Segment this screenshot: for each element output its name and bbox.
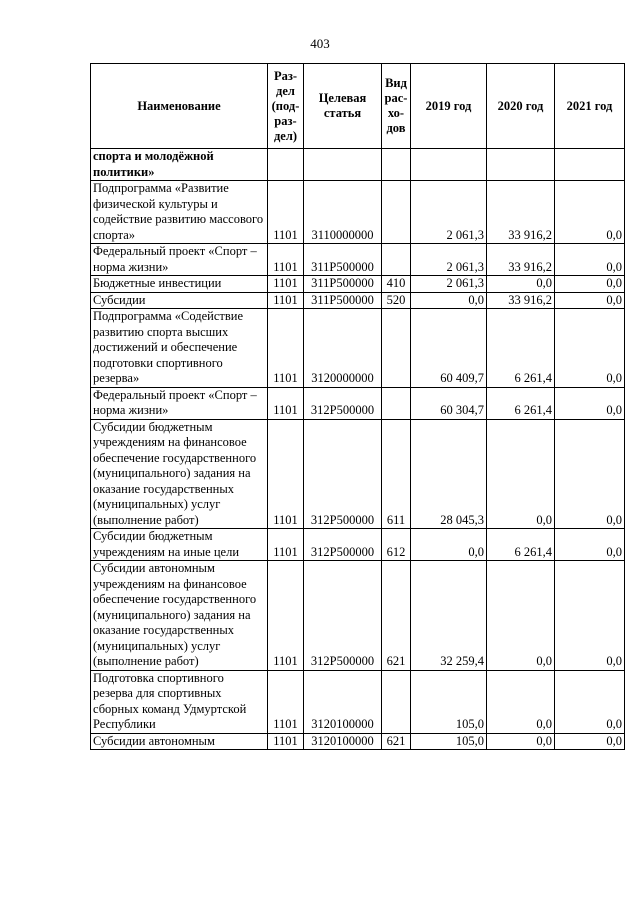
row-2019: 0,0	[411, 292, 487, 309]
row-target	[304, 149, 382, 181]
header-2019: 2019 год	[411, 64, 487, 149]
row-target: 311P500000	[304, 276, 382, 293]
row-name: спорта и молодёжной политики»	[91, 149, 268, 181]
row-section: 1101	[268, 419, 304, 529]
row-section: 1101	[268, 561, 304, 671]
row-target: 3120000000	[304, 309, 382, 388]
row-2019	[411, 149, 487, 181]
table-header-row	[91, 64, 625, 149]
row-section: 1101	[268, 529, 304, 561]
row-type	[382, 181, 411, 244]
row-type	[382, 387, 411, 419]
row-target: 3120100000	[304, 670, 382, 733]
row-type: 621	[382, 733, 411, 750]
row-target: 312P500000	[304, 561, 382, 671]
row-target: 3120100000	[304, 733, 382, 750]
row-type	[382, 670, 411, 733]
row-2021: 0,0	[555, 244, 625, 276]
header-target: Целевая статья	[304, 64, 382, 149]
row-target: 311P500000	[304, 292, 382, 309]
row-2020: 33 916,2	[487, 181, 555, 244]
row-section: 1101	[268, 387, 304, 419]
row-2020	[487, 149, 555, 181]
table-row	[91, 276, 625, 293]
row-2021: 0,0	[555, 670, 625, 733]
row-type: 612	[382, 529, 411, 561]
row-2020: 0,0	[487, 561, 555, 671]
row-name: Субсидии	[91, 292, 268, 309]
row-2021: 0,0	[555, 733, 625, 750]
row-name: Подготовка спортивного резерва для спортивных сборных команд Удмуртской Республики	[91, 670, 268, 733]
table-row	[91, 181, 625, 244]
row-2020: 0,0	[487, 733, 555, 750]
row-2019: 60 409,7	[411, 309, 487, 388]
row-2020: 6 261,4	[487, 387, 555, 419]
header-2020: 2020 год	[487, 64, 555, 149]
row-target: 311P500000	[304, 244, 382, 276]
table-row	[91, 292, 625, 309]
row-2021: 0,0	[555, 561, 625, 671]
row-2019: 60 304,7	[411, 387, 487, 419]
row-section: 1101	[268, 670, 304, 733]
table-row	[91, 733, 625, 750]
row-name: Подпрограмма «Содействие развитию спорта высших достижений и обеспечение подготовки спортивного резерва»	[91, 309, 268, 388]
table-row	[91, 419, 625, 529]
row-section: 1101	[268, 292, 304, 309]
table-row	[91, 529, 625, 561]
row-name: Федеральный проект «Спорт – норма жизни»	[91, 244, 268, 276]
row-section: 1101	[268, 733, 304, 750]
row-section	[268, 149, 304, 181]
budget-table	[90, 63, 625, 750]
row-2019: 105,0	[411, 733, 487, 750]
row-section: 1101	[268, 309, 304, 388]
row-2021	[555, 149, 625, 181]
row-section: 1101	[268, 181, 304, 244]
row-2019: 2 061,3	[411, 181, 487, 244]
row-2020: 33 916,2	[487, 244, 555, 276]
row-2019: 32 259,4	[411, 561, 487, 671]
row-name: Субсидии автономным учреждениям на финансовое обеспечение государственного (муниципального) задания на оказание государственных (муниципальных) услуг (выполнение работ)	[91, 561, 268, 671]
row-2020: 6 261,4	[487, 309, 555, 388]
row-2020: 0,0	[487, 276, 555, 293]
row-2021: 0,0	[555, 276, 625, 293]
header-type: Вид рас- хо- дов	[382, 64, 411, 149]
row-name: Федеральный проект «Спорт – норма жизни»	[91, 387, 268, 419]
table-row	[91, 309, 625, 388]
row-type	[382, 149, 411, 181]
row-target: 312P500000	[304, 387, 382, 419]
row-2021: 0,0	[555, 292, 625, 309]
header-section: Раз- дел (под- раз- дел)	[268, 64, 304, 149]
row-2020: 6 261,4	[487, 529, 555, 561]
row-2021: 0,0	[555, 529, 625, 561]
row-target: 312P500000	[304, 419, 382, 529]
row-2020: 33 916,2	[487, 292, 555, 309]
row-2021: 0,0	[555, 309, 625, 388]
row-name: Субсидии автономным	[91, 733, 268, 750]
row-name: Бюджетные инвестиции	[91, 276, 268, 293]
page-number: 403	[310, 36, 330, 51]
row-type: 621	[382, 561, 411, 671]
row-target: 312P500000	[304, 529, 382, 561]
table-row	[91, 149, 625, 181]
row-2019: 2 061,3	[411, 276, 487, 293]
header-name: Наименование	[91, 64, 268, 149]
row-target: 3110000000	[304, 181, 382, 244]
row-2019: 105,0	[411, 670, 487, 733]
table-row	[91, 387, 625, 419]
row-type	[382, 244, 411, 276]
row-2020: 0,0	[487, 670, 555, 733]
row-name: Субсидии бюджетным учреждениям на финансовое обеспечение государственного (муниципального) задания на оказание государственных (муниципальных) услуг (выполнение работ)	[91, 419, 268, 529]
row-2019: 28 045,3	[411, 419, 487, 529]
row-2019: 2 061,3	[411, 244, 487, 276]
table-row	[91, 561, 625, 671]
row-2019: 0,0	[411, 529, 487, 561]
row-2021: 0,0	[555, 181, 625, 244]
row-type: 520	[382, 292, 411, 309]
row-name: Подпрограмма «Развитие физической культуры и содействие развитию массового спорта»	[91, 181, 268, 244]
row-2020: 0,0	[487, 419, 555, 529]
row-name: Субсидии бюджетным учреждениям на иные цели	[91, 529, 268, 561]
header-2021: 2021 год	[555, 64, 625, 149]
row-type	[382, 309, 411, 388]
row-2021: 0,0	[555, 387, 625, 419]
row-type: 611	[382, 419, 411, 529]
row-section: 1101	[268, 244, 304, 276]
table-row	[91, 670, 625, 733]
row-2021: 0,0	[555, 419, 625, 529]
row-section: 1101	[268, 276, 304, 293]
row-type: 410	[382, 276, 411, 293]
table-row	[91, 244, 625, 276]
